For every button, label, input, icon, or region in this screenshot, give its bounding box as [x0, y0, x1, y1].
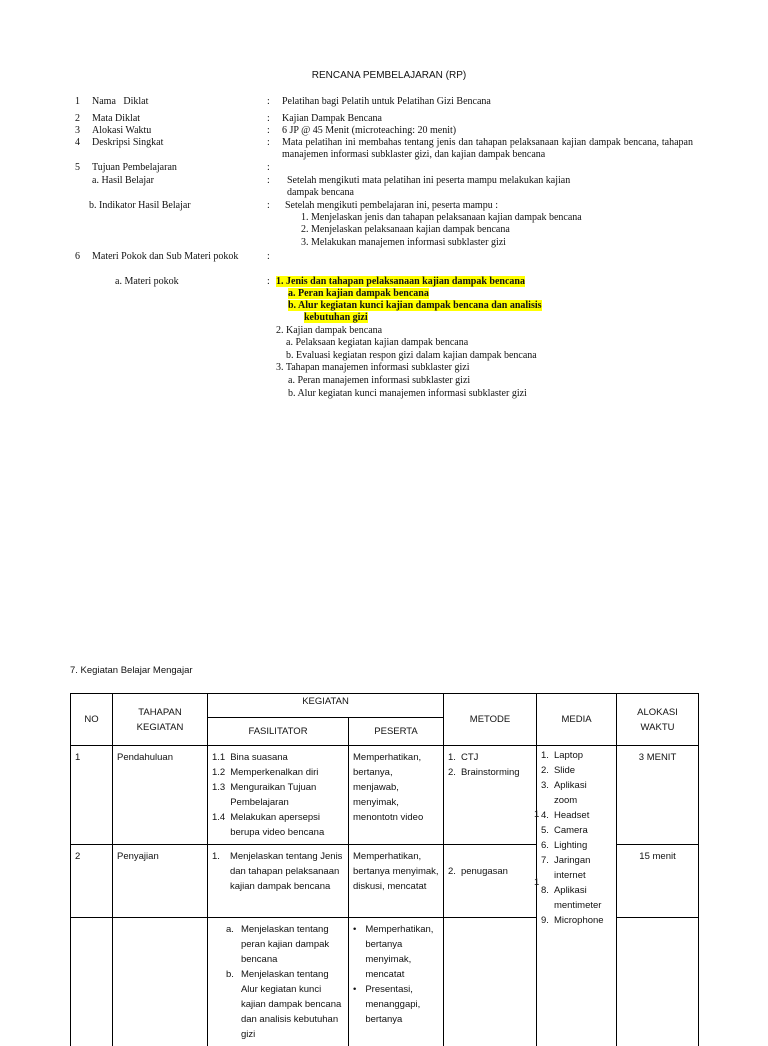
fasilitator-item: a. Menjelaskan tentang peran kajian dampak bencana: [226, 922, 344, 967]
kegiatan-table: [70, 693, 699, 1046]
field-3-colon: :: [267, 125, 270, 137]
header-kegiatan: KEGIATAN: [208, 694, 444, 718]
field-2-colon: :: [267, 113, 270, 125]
fasilitator-item: 1.3 Menguraikan Tujuan Pembelajaran: [212, 780, 344, 810]
media-item: 6. Lighting: [541, 838, 612, 853]
metode-item: 2. penugasan: [448, 864, 532, 879]
hasil-belajar-value: Setelah mengikuti mata pelatihan ini peserta mampu melakukan kajian: [287, 175, 570, 187]
field-1-no: 1: [75, 96, 80, 108]
row-2-alokasi: 15 menit: [617, 845, 698, 868]
row-1-peserta: Memperhatikan, bertanya, menjawab, menyimak, menontotn video: [349, 746, 443, 829]
row-2-no: 2: [71, 845, 112, 868]
materi-pokok-label: a. Materi pokok: [115, 276, 179, 288]
field-5-no: 5: [75, 162, 80, 174]
hasil-belajar-colon: :: [267, 175, 270, 187]
field-4-no: 4: [75, 137, 80, 149]
row-1-alokasi: 3 MENIT: [617, 746, 698, 769]
field-6-no: 6: [75, 251, 80, 263]
field-2-label: Mata Diklat: [92, 113, 140, 125]
materi-3: 3. Tahapan manajemen informasi subklaster gizi: [276, 362, 470, 374]
fasilitator-item: b. Menjelaskan tentang Alur kegiatan kunci kajian dampak bencana dan analisis kebutuhan gizi: [226, 967, 344, 1042]
indikator-item: 2. Menjelaskan pelaksanaan kajian dampak bencana: [301, 224, 510, 236]
materi-1-highlight: 1. Jenis dan tahapan pelaksanaan kajian dampak bencana: [276, 276, 525, 287]
table-row: [71, 746, 699, 845]
materi-pokok-colon: :: [267, 276, 270, 288]
header-metode: METODE: [444, 694, 537, 746]
row-1-no: 1: [71, 746, 112, 769]
media-item: 1. Laptop: [541, 748, 612, 763]
materi-3a: a. Peran manajemen informasi subklaster gizi: [288, 375, 470, 387]
field-4-colon: :: [267, 137, 270, 149]
field-1-colon: :: [267, 96, 270, 108]
header-peserta: PESERTA: [349, 718, 444, 746]
field-6-label: Materi Pokok dan Sub Materi pokok: [92, 251, 238, 263]
materi-2: 2. Kajian dampak bencana: [276, 325, 382, 337]
row-2-peserta: Memperhatikan, bertanya menyimak, diskusi, mencatat: [349, 845, 443, 898]
indikator-intro: Setelah mengikuti pembelajaran ini, peserta mampu :: [285, 200, 498, 212]
hasil-belajar-value-line2: dampak bencana: [287, 187, 354, 199]
media-item: 9. Microphone: [541, 913, 612, 928]
stray-mark: 1: [534, 809, 539, 820]
materi-3b: b. Alur kegiatan kunci manajemen informasi subklaster gizi: [288, 388, 527, 400]
media-item: 7. Jaringan internet: [541, 853, 612, 883]
materi-1b-highlight: b. Alur kegiatan kunci kajian dampak bencana dan analisis: [288, 300, 542, 311]
peserta-bullet: • Presentasi, menanggapi, bertanya: [353, 982, 439, 1027]
fasilitator-item: 1. Menjelaskan tentang Jenis dan tahapan pelaksanaan kajian dampak bencana: [212, 849, 344, 894]
materi-2a: a. Pelaksaan kegiatan kajian dampak bencana: [286, 337, 468, 349]
fasilitator-item: 1.1 Bina suasana: [212, 750, 344, 765]
field-5-label: Tujuan Pembelajaran: [92, 162, 177, 174]
header-alokasi: ALOKASI WAKTU: [617, 694, 699, 746]
field-5-colon: :: [267, 162, 270, 174]
indikator-colon: :: [267, 200, 270, 212]
document-title: RENCANA PEMBELAJARAN (RP): [0, 70, 768, 81]
peserta-bullet: • Memperhatikan, bertanya menyimak, mencatat: [353, 922, 439, 982]
row-1-tahapan: Pendahuluan: [113, 746, 207, 769]
field-1-value: Pelatihan bagi Pelatih untuk Pelatihan Gizi Bencana: [282, 96, 491, 108]
row-2-tahapan: Penyajian: [113, 845, 207, 868]
hasil-belajar-label: a. Hasil Belajar: [92, 175, 154, 187]
metode-item: 1. CTJ: [448, 750, 532, 765]
media-item: 2. Slide: [541, 763, 612, 778]
section-7-heading: 7. Kegiatan Belajar Mengajar: [70, 665, 193, 677]
indikator-label: b. Indikator Hasil Belajar: [89, 200, 191, 212]
media-item: 3. Aplikasi zoom: [541, 778, 612, 808]
field-3-no: 3: [75, 125, 80, 137]
metode-item: 2. Brainstorming: [448, 765, 532, 780]
field-2-no: 2: [75, 113, 80, 125]
header-fasilitator: FASILITATOR: [208, 718, 349, 746]
indikator-item: 1. Menjelaskan jenis dan tahapan pelaksanaan kajian dampak bencana: [301, 212, 582, 224]
field-3-label: Alokasi Waktu: [92, 125, 151, 137]
media-item: 5. Camera: [541, 823, 612, 838]
field-3-value: 6 JP @ 45 Menit (microteaching: 20 menit): [282, 125, 456, 137]
materi-1b-highlight-line2: kebutuhan gizi: [304, 312, 368, 323]
field-4-value: Mata pelatihan ini membahas tentang jenis dan tahapan pelaksanaan kajian dampak bencana, tahapan manajemen informasi subklaster gizi, dan kajian dampak bencana: [282, 137, 693, 161]
indikator-item: 3. Melakukan manajemen informasi subklaster gizi: [301, 237, 506, 249]
header-tahapan: TAHAPAN KEGIATAN: [113, 694, 208, 746]
materi-1a-highlight: a. Peran kajian dampak bencana: [288, 288, 429, 299]
materi-2b: b. Evaluasi kegiatan respon gizi dalam kajian dampak bencana: [286, 350, 537, 362]
media-item: 4. Headset: [541, 808, 612, 823]
header-no: NO: [71, 694, 113, 746]
field-6-colon: :: [267, 251, 270, 263]
field-2-value: Kajian Dampak Bencana: [282, 113, 382, 125]
field-1-label: Nama Diklat: [92, 96, 148, 108]
fasilitator-item: 1.2 Memperkenalkan diri: [212, 765, 344, 780]
field-4-label: Deskripsi Singkat: [92, 137, 163, 149]
header-media: MEDIA: [537, 694, 617, 746]
media-item: 8. Aplikasi mentimeter: [541, 883, 612, 913]
media-list: [537, 746, 616, 932]
fasilitator-item: 1.4 Melakukan apersepsi berupa video bencana: [212, 810, 344, 840]
stray-mark: 1: [534, 877, 539, 888]
